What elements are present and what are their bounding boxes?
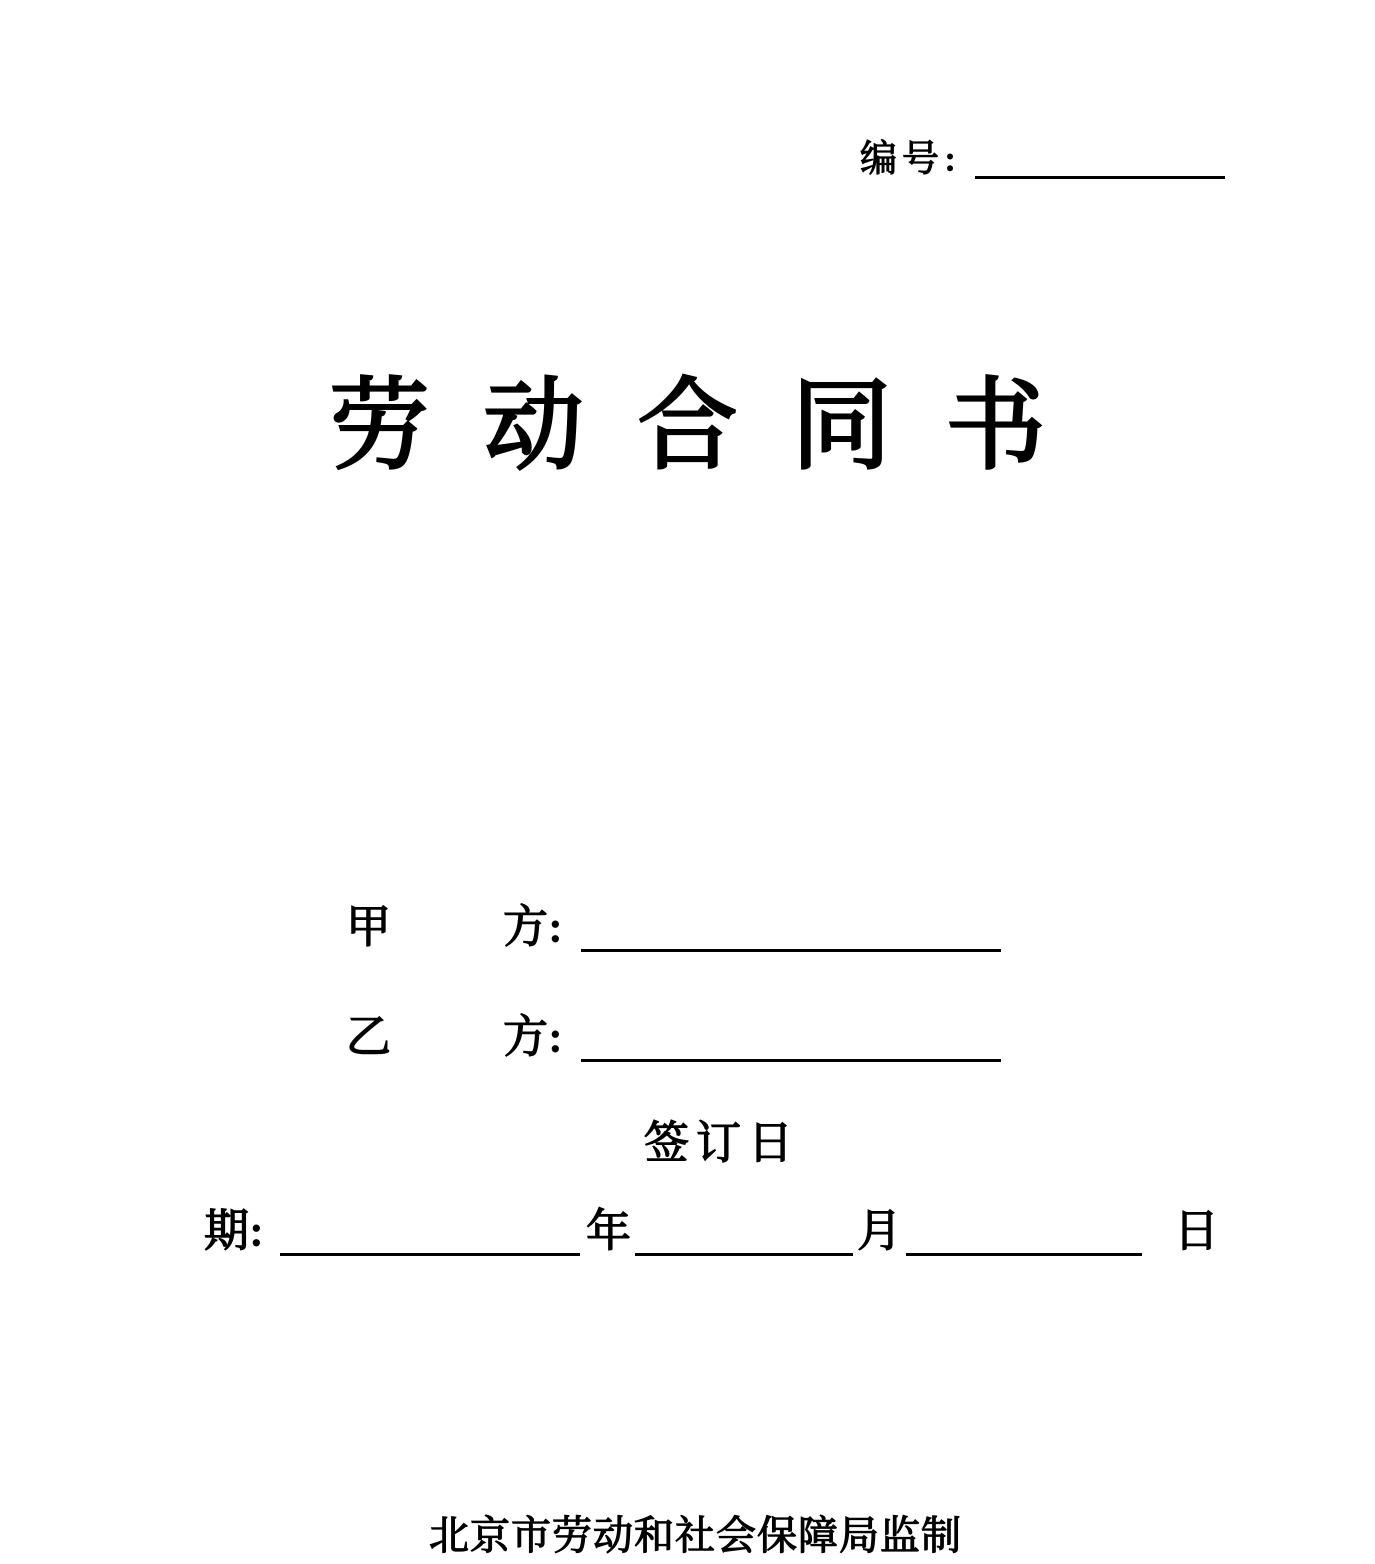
day-blank xyxy=(906,1207,1142,1256)
month-suffix-label: 月 xyxy=(857,1206,903,1256)
signing-date-label-line1: 签订日 xyxy=(644,1118,801,1168)
page-title: 劳动合同书 xyxy=(329,370,1100,482)
party-b-label-first: 乙 xyxy=(346,1012,392,1062)
party-a-row xyxy=(346,890,1001,955)
year-suffix-label: 年 xyxy=(586,1206,632,1256)
serial-number-label: 编号: xyxy=(860,139,962,180)
party-b-label-rest: 方: xyxy=(503,1012,564,1062)
month-blank xyxy=(635,1207,853,1256)
party-a-name-blank xyxy=(581,903,1001,952)
day-suffix-label: 日 xyxy=(1174,1206,1220,1256)
issuing-authority-imprint: 北京市劳动和社会保障局监制 xyxy=(429,1513,962,1558)
serial-number-blank xyxy=(975,136,1225,179)
year-blank xyxy=(280,1207,580,1256)
party-b-name-blank xyxy=(581,1013,1001,1062)
serial-number-row xyxy=(860,128,1225,182)
party-a-label-first: 甲 xyxy=(346,902,392,952)
signing-date-row xyxy=(204,1194,1219,1259)
party-a-label-rest: 方: xyxy=(503,902,564,952)
signing-date-label-line2: 期: xyxy=(204,1206,264,1256)
party-b-row xyxy=(346,1000,1001,1065)
